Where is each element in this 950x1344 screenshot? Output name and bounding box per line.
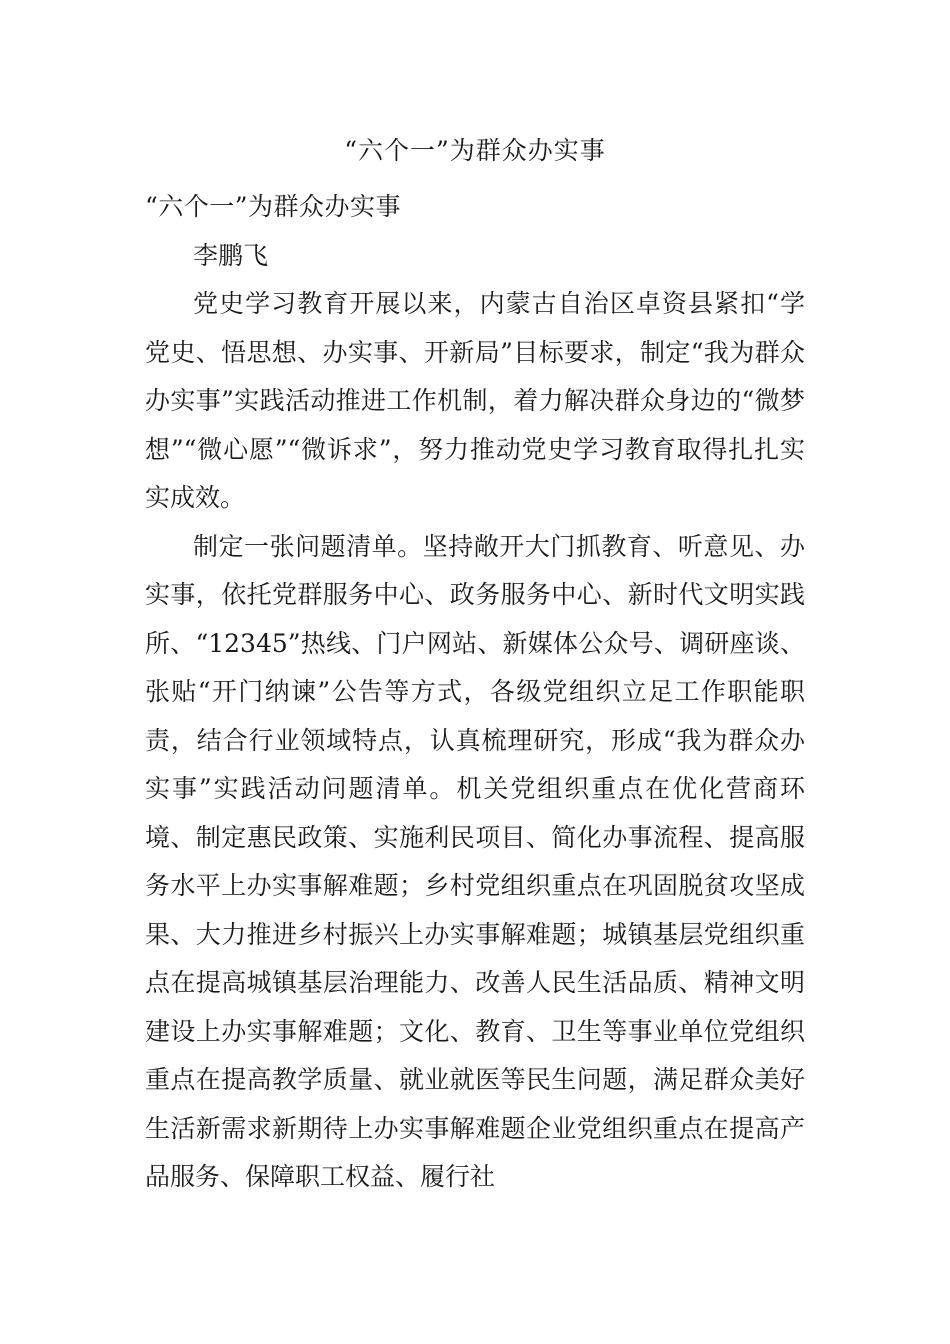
article-title: “六个一”为群众办实事 [145,192,402,221]
document-body [145,183,805,1202]
article-author: 李鹏飞 [193,240,269,270]
paragraph-intro: 党史学习教育开展以来，内蒙古自治区卓资县紧扣“学党史、悟思想、办实事、开新局”目标要求，制定“我为群众办实事”实践活动推进工作机制，着力解决群众身边的“微梦想”“微心愿”“微诉求”，努力推动党史学习教育取得扎扎实实成效。 [145,289,805,512]
paragraph-problem-list: 制定一张问题清单。坚持敞开大门抓教育、听意见、办实事，依托党群服务中心、政务服务中心、新时代文明实践所、“12345”热线、门户网站、新媒体公众号、调研座谈、张贴“开门纳谏”公告等方式，各级党组织立足工作职能职责，结合行业领域特点，认真梳理研究，形成“我为群众办实事”实践活动问题清单。机关党组织重点在优化营商环境、制定惠民政策、实施利民项目、简化办事流程、提高服务水平上办实事解难题；乡村党组织重点在巩固脱贫攻坚成果、大力推进乡村振兴上办实事解难题；城镇基层党组织重点在提高城镇基层治理能力、改善人民生活品质、精神文明建设上办实事解难题；文化、教育、卫生等事业单位党组织重点在提高教学质量、就业就医等民生问题，满足群众美好生活新需求新期待上办实事解难题企业党组织重点在提高产品服务、保障职工权益、履行社 [145,531,805,1191]
document-header-title: “六个一”为群众办实事 [344,136,606,165]
